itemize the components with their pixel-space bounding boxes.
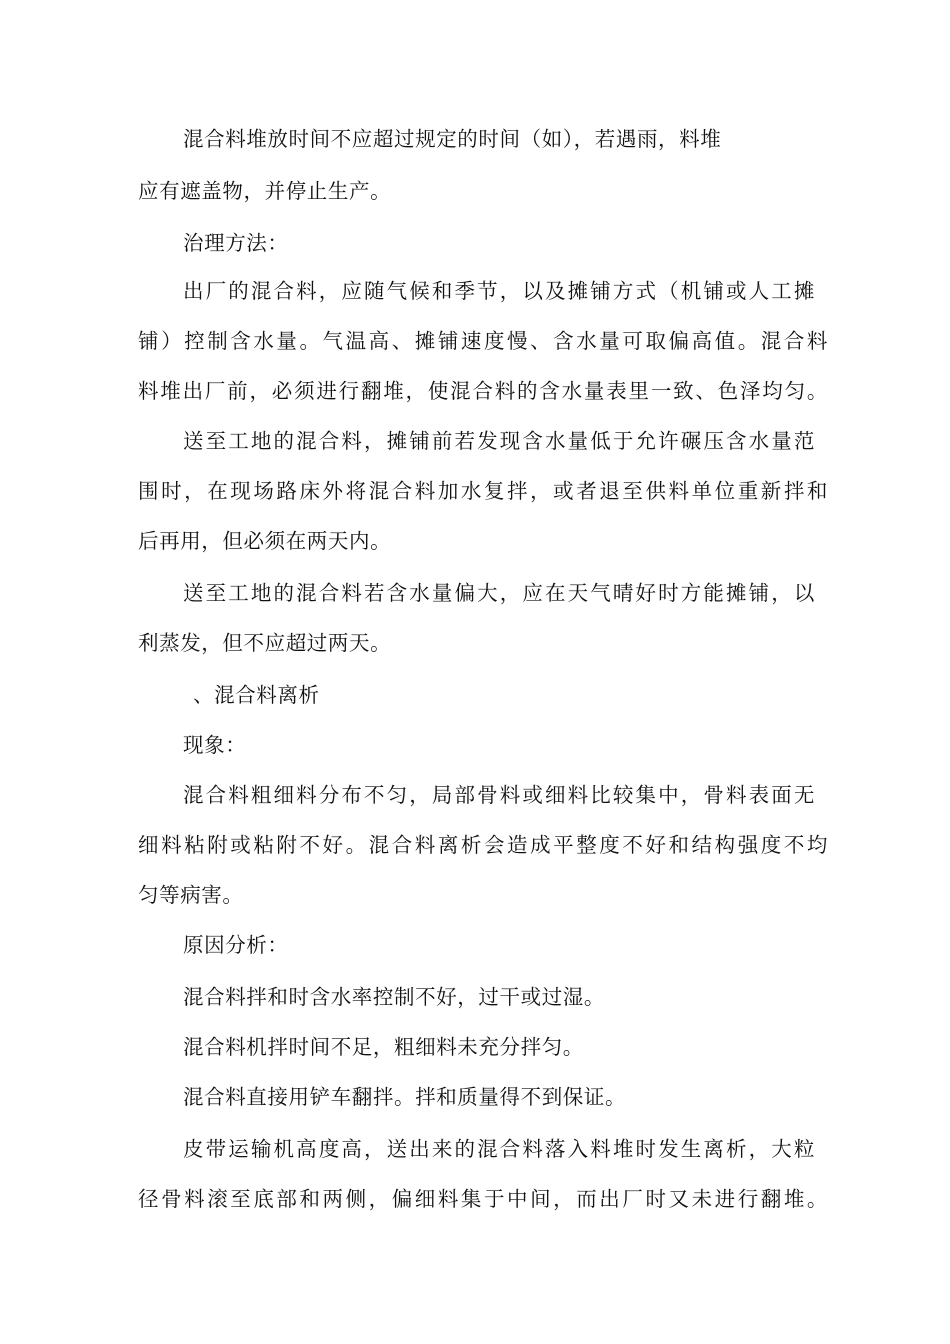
paragraph-line: 料堆出厂前，必须进行翻堆，使混合料的含水量表里一致、色泽均匀。 xyxy=(138,379,828,403)
paragraph-line: 细料粘附或粘附不好。混合料离析会造成平整度不好和结构强度不均 xyxy=(138,833,828,857)
paragraph-line: 利蒸发，但不应超过两天。 xyxy=(138,631,392,655)
paragraph-line: 皮带运输机高度高，送出来的混合料落入料堆时发生离析，大粒 xyxy=(183,1137,815,1161)
paragraph-line: 送至工地的混合料，摊铺前若发现含水量低于允许碾压含水量范 xyxy=(183,429,815,453)
paragraph-line: 径骨料滚至底部和两侧，偏细料集于中间，而出厂时又未进行翻堆。 xyxy=(138,1187,828,1211)
paragraph-line: 铺）控制含水量。气温高、摊铺速度慢、含水量可取偏高值。混合料 xyxy=(138,329,828,353)
paragraph-line: 匀等病害。 xyxy=(138,883,244,907)
paragraph-line: 混合料拌和时含水率控制不好，过干或过湿。 xyxy=(183,985,605,1009)
section-heading-segregation: 、混合料离析 xyxy=(193,683,320,707)
paragraph-line: 混合料直接用铲车翻拌。拌和质量得不到保证。 xyxy=(183,1085,627,1109)
section-heading-phenomenon: 现象： xyxy=(183,733,247,757)
paragraph-line: 混合料堆放时间不应超过规定的时间（如），若遇雨，料堆 xyxy=(183,127,722,151)
paragraph-line: 混合料机拌时间不足，粗细料未充分拌匀。 xyxy=(183,1035,584,1059)
section-heading-cause: 原因分析： xyxy=(183,933,289,957)
paragraph-line: 出厂的混合料，应随气候和季节，以及摊铺方式（机铺或人工摊 xyxy=(183,279,815,303)
paragraph-line: 送至工地的混合料若含水量偏大，应在天气晴好时方能摊铺，以 xyxy=(183,581,815,605)
paragraph-line: 后再用，但必须在两天内。 xyxy=(138,529,392,553)
paragraph-line: 混合料粗细料分布不匀，局部骨料或细料比较集中，骨料表面无 xyxy=(183,783,815,807)
section-heading-treatment: 治理方法： xyxy=(183,231,289,255)
paragraph-line: 应有遮盖物，并停止生产。 xyxy=(138,179,392,203)
paragraph-line: 围时，在现场路床外将混合料加水复拌，或者退至供料单位重新拌和 xyxy=(138,479,828,503)
